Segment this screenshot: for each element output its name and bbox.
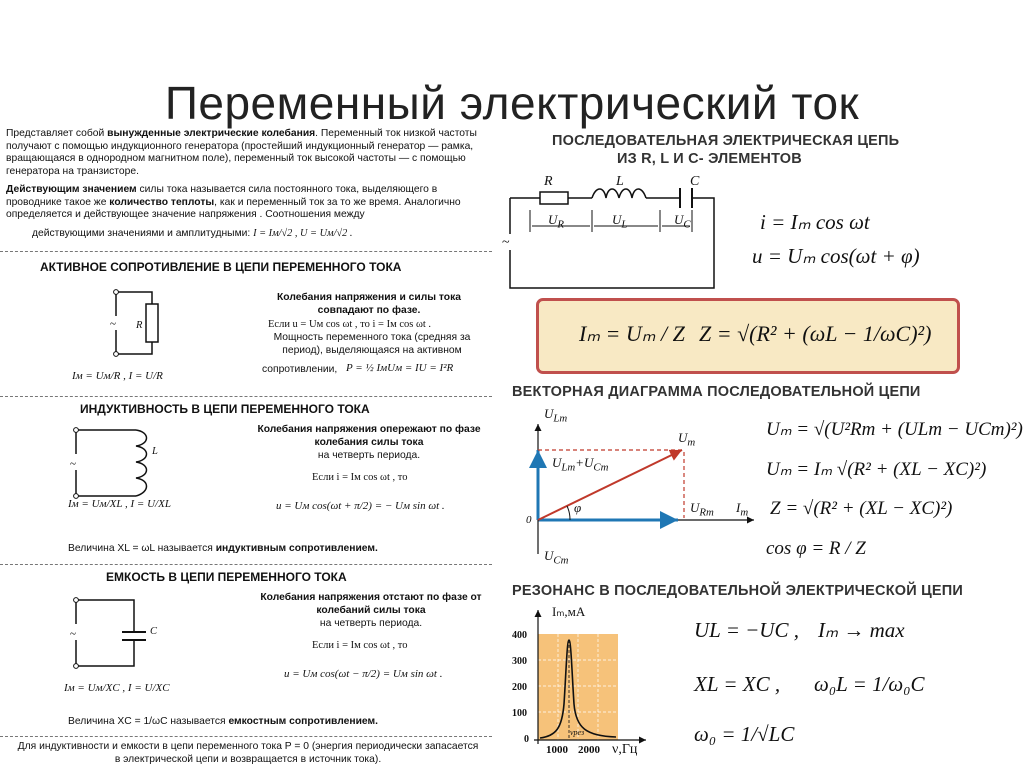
svg-text:~: ~ <box>502 235 510 250</box>
chart-y-label: Iₘ,мА <box>552 604 586 619</box>
intro-text-2: . Переменный ток низкой частоты получают с помощью индукционного генератора (простейший индукционный генератор — рамка, вращающаяся в однородном магнитном поле), переменный ток высокой частоты — с помощью генератора на транзисторе. <box>6 128 477 177</box>
divider <box>0 396 492 397</box>
inductance-quarter-text: на четверть периода. <box>317 450 421 461</box>
chart-ytick-100: 100 <box>512 708 527 719</box>
left-panel <box>0 126 492 767</box>
impedance-formula: Z = √(R² + (ωL − 1/ωC)²) <box>699 321 932 346</box>
inductance-value-bold: индуктивным сопротивлением. <box>215 543 378 554</box>
vector-equation-3: Z = √(R² + (XL − XC)²) <box>770 498 953 519</box>
capacitance-quarter-text: на четверть периода. <box>319 618 423 629</box>
active-if-formula: Если u = Uм cos ωt , то i = Iм cos ωt . <box>268 319 432 330</box>
vector-diagram <box>514 404 764 572</box>
resistor-label: R <box>136 320 143 331</box>
resonance-title: РЕЗОНАНС В ПОСЛЕДОВАТЕЛЬНОЙ ЭЛЕКТРИЧЕСКОЙ ЦЕПИ <box>512 583 964 599</box>
svg-text:~: ~ <box>70 628 76 640</box>
vector-equation-1: Uₘ = √(U²Rm + (ULm − UCm)²) <box>766 419 1023 440</box>
active-ohm-formula: Iм = Uм/R , I = U/R <box>72 370 163 382</box>
svg-text:~: ~ <box>70 458 76 470</box>
capacitance-ohm-formula: Iм = Uм/XC , I = U/XC <box>64 682 170 694</box>
effective-relation <box>32 228 352 241</box>
active-section-title: АКТИВНОЕ СОПРОТИВЛЕНИЕ В ЦЕПИ ПЕРЕМЕННОГО ТОКА <box>40 260 402 274</box>
vector-label-um: $U_m$ <box>678 430 696 449</box>
circuit-label-ul: $U_L$ <box>612 212 628 231</box>
amplitude-ohm-formula: Iₘ = Uₘ / Z <box>579 321 685 346</box>
current-equation: i = Iₘ cos ωt <box>760 210 870 234</box>
vector-label-urm: $U_{Rm}$ <box>690 500 714 519</box>
inductance-value-label: Величина XL = ωL называется <box>68 543 213 554</box>
intro-text: Представляет собой <box>6 128 105 139</box>
capacitance-phase-text: Колебания напряжения отстают по фазе от колебаний силы тока <box>260 592 482 616</box>
active-power-text: Мощность переменного тока (средняя за период), выделяющаяся на активном <box>273 332 471 356</box>
circuit-label-l: L <box>616 174 624 189</box>
effective-text: силы тока называется сила постоянного тока, выделяющего в проводнике такое же <box>6 184 438 208</box>
vector-label-im: $I_m$ <box>736 500 749 519</box>
divider <box>0 736 492 737</box>
heat-bold: количество теплоты <box>109 196 215 208</box>
resonance-eq-3: XL = XC , <box>694 672 781 696</box>
circuit-label-c: C <box>690 174 700 189</box>
capacitance-if-formula: Если i = Iм cos ωt , то <box>312 640 408 651</box>
chart-peak-label: νрез <box>570 728 585 737</box>
footer-note: Для индуктивности и емкости в цепи переменного тока P = 0 (энергия периодически запасается в электрической цепи и возвращается в источник тока). <box>17 741 479 765</box>
chart-ytick-400: 400 <box>512 630 527 641</box>
divider <box>0 564 492 565</box>
impedance-box <box>536 298 960 374</box>
effective-formula: I = Iм/√2 , U = Uм/√2 . <box>253 228 353 239</box>
series-circuit-title: ПОСЛЕДОВАТЕЛЬНАЯ ЭЛЕКТРИЧЕСКАЯ ЦЕПЬ <box>552 133 900 149</box>
capacitance-u-formula: u = Uм cos(ωt − π/2) = Uм sin ωt . <box>284 668 443 680</box>
circuit-label-uc: $U_C$ <box>674 212 691 231</box>
vector-diagram-title: ВЕКТОРНАЯ ДИАГРАММА ПОСЛЕДОВАТЕЛЬНОЙ ЦЕПИ <box>512 384 921 400</box>
resonance-eq-4: ω₀L = 1/ω₀C <box>814 672 925 696</box>
effective-text-2: , как и переменный ток за то же время. Аналогично определяется и действующее значение напряжения . Соотношения между <box>6 196 461 221</box>
active-phase-text: Колебания напряжения и силы тока совпадают по фазе. <box>277 292 461 316</box>
divider <box>0 251 492 252</box>
inductance-ohm-formula: Iм = Uм/XL , I = U/XL <box>68 498 171 510</box>
inductance-phase-text: Колебания напряжения опережают по фазе колебания силы тока <box>257 424 481 448</box>
resonance-eq-2: Iₘ → max <box>818 618 905 642</box>
chart-xtick-1000: 1000 <box>546 744 568 756</box>
effective-bold: Действующим значением <box>6 184 137 195</box>
chart-ytick-200: 200 <box>512 682 527 693</box>
vector-label-sum: $U_{Lm}+U_{Cm}$ <box>552 455 609 474</box>
page-title: Переменный электрический ток <box>164 77 860 129</box>
chart-x-label: ν,Гц <box>612 742 638 757</box>
circuit-label-ur: $U_R$ <box>548 212 565 231</box>
capacitance-value-bold: емкостным сопротивлением. <box>228 716 378 727</box>
vector-label-zero: 0 <box>526 514 532 526</box>
inductance-value-text <box>68 543 378 556</box>
inductor-circuit-diagram <box>62 424 162 504</box>
effective-paragraph <box>6 184 486 222</box>
vector-equation-4: cos φ = R / Z <box>766 538 866 559</box>
inductor-label: L <box>152 446 158 457</box>
capacitance-value-text <box>68 716 378 729</box>
active-power-label: сопротивлении, <box>262 364 338 375</box>
series-circuit-subtitle: ИЗ R, L И C- ЭЛЕМЕНТОВ <box>617 151 802 167</box>
capacitance-value-label: Величина XC = 1/ωC называется <box>68 716 226 727</box>
vector-label-ucm: $U_{Cm}$ <box>544 548 569 567</box>
inductance-if-formula: Если i = Iм cos ωt , то <box>312 472 408 483</box>
circuit-label-r: R <box>544 174 553 189</box>
voltage-equation: u = Uₘ cos(ωt + φ) <box>752 244 920 268</box>
chart-ytick-0: 0 <box>524 734 529 745</box>
intro-bold: вынужденные электрические колебания <box>107 128 316 139</box>
chart-ytick-300: 300 <box>512 656 527 667</box>
capacitor-circuit-diagram <box>62 594 162 674</box>
chart-xtick-2000: 2000 <box>578 744 600 756</box>
resistor-circuit-diagram <box>100 286 170 361</box>
svg-text:~: ~ <box>110 318 116 330</box>
inductance-u-formula: u = Uм cos(ωt + π/2) = − Uм sin ωt . <box>276 500 445 512</box>
vector-label-phi: φ <box>574 500 582 515</box>
resonance-eq-1: UL = −UC , <box>694 618 799 642</box>
inductance-section-title: ИНДУКТИВНОСТЬ В ЦЕПИ ПЕРЕМЕННОГО ТОКА <box>80 402 370 416</box>
intro-paragraph <box>6 128 484 178</box>
resonance-eq-5: ω₀ = 1/√LC <box>694 722 795 746</box>
vector-equation-2: Uₘ = Iₘ √(R² + (XL − XC)²) <box>766 459 987 480</box>
capacitor-label: C <box>150 626 158 637</box>
capacitance-section-title: ЕМКОСТЬ В ЦЕПИ ПЕРЕМЕННОГО ТОКА <box>106 570 347 584</box>
active-power-formula: P = ½ IмUм = IU = I²R <box>346 362 454 374</box>
vector-label-ulm: $U_{Lm}$ <box>544 406 568 425</box>
effective-relation-text: действующими значениями и амплитудными: <box>32 228 251 239</box>
